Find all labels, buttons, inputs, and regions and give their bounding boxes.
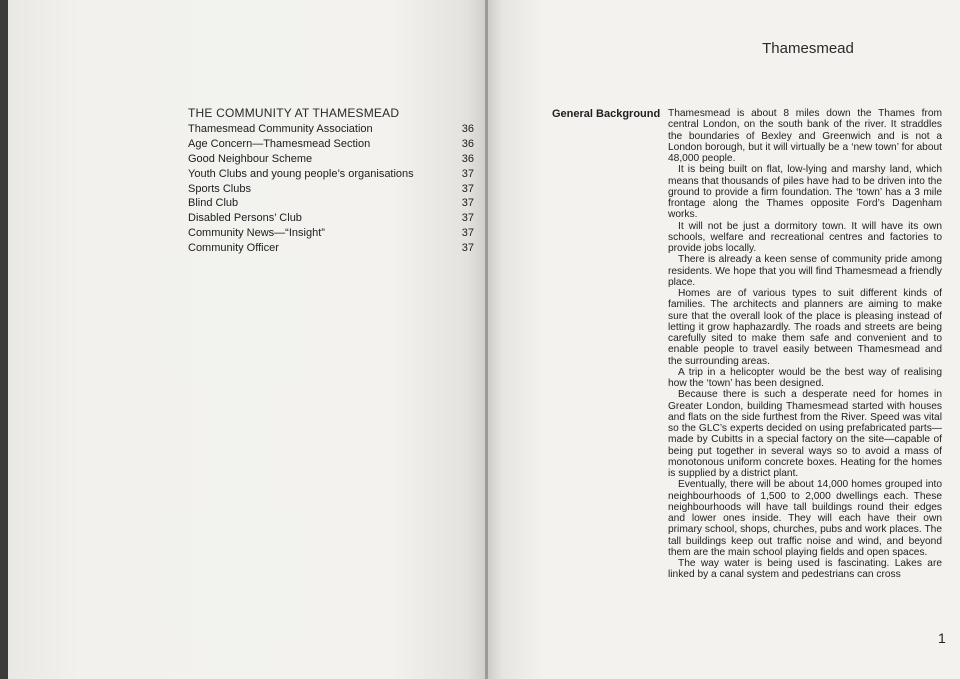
paragraph: Because there is such a desperate need for homes in Greater London, building Thamesmead started with houses and flats on the side furthest from the River. Speed was vital so the GLC’s experts decided on using prefabricated parts—made by Cubitts in a special factory on the site—capable of being put together in several ways so to avoid a mass of monotonous uniform concrete boxes. Heating for the homes is supplied by a district plant.: [668, 389, 942, 479]
paragraph: The way water is being used is fascinating. Lakes are linked by a canal system and pedestrians can cross: [668, 558, 942, 581]
book-edge: [0, 0, 8, 679]
toc-entry: [188, 196, 474, 211]
toc-entry: [188, 182, 474, 197]
toc-section-title: THE COMMUNITY AT THAMESMEAD: [188, 106, 400, 120]
toc-entry-page: 37: [461, 242, 474, 255]
toc-entry-page: 36: [461, 137, 474, 150]
toc-entry: [188, 226, 474, 241]
toc-entry-label: Blind Club: [188, 197, 239, 210]
toc-entry-label: Thamesmead Community Association: [188, 123, 373, 135]
paragraph: It will not be just a dormitory town. It will have its own schools, welfare and recreational centres and factories to provide jobs locally.: [668, 220, 942, 254]
toc-entry: [188, 167, 474, 182]
left-page: [8, 0, 486, 679]
toc-entry: [188, 152, 474, 167]
toc-entry: [188, 137, 474, 152]
toc-entry-label: Good Neighbour Scheme: [188, 152, 313, 165]
toc-entry-page: 37: [461, 212, 474, 225]
paragraph: Eventually, there will be about 14,000 homes grouped into neighbourhoods of 1,500 to 2,000 dwellings each. These neighbourhoods will have tall buildings round their edges and lower ones inside. They will each have their own primary school, shops, churches, pubs and work places. The tall buildings keep out traffic noise and wind, and beyond them are the main school playing fields and open spaces.: [668, 479, 942, 558]
paragraph: Homes are of various types to suit different kinds of families. The architects and planners are aiming to make sure that the overall look of the place is pleasing instead of letting it grow haphazardly. The roads and streets are being carefully sited to make them safe and convenient and to enable people to travel easily between Thamesmead and the surrounding areas.: [668, 288, 942, 367]
toc-entry-page: 37: [461, 182, 474, 195]
toc-entry: [188, 122, 474, 137]
toc-entry-label: Age Concern—Thamesmead Section: [188, 137, 371, 150]
page-title: Thamesmead: [762, 40, 854, 57]
toc-entry-label: Sports Clubs: [188, 182, 251, 195]
page-number: 1: [938, 630, 946, 646]
toc-entry-page: 36: [461, 152, 474, 165]
toc-entry-label: Community News—“Insight”: [188, 227, 325, 240]
toc-entry-page: 37: [461, 167, 474, 180]
paragraph: There is already a keen sense of community pride among residents. We hope that you will find Thamesmead a friendly place.: [668, 254, 942, 288]
body-text: [668, 108, 942, 581]
right-page: [488, 0, 960, 679]
toc-entry-label: Community Officer: [188, 242, 279, 255]
toc-entry: [188, 241, 474, 256]
toc-list: [188, 122, 474, 256]
paragraph: It is being built on flat, low-lying and marshy land, which means that thousands of piles have had to be driven into the ground to provide a firm foundation. The ‘town’ has a 3 mile frontage along the Thames opposite Ford’s Dagenham works.: [668, 164, 942, 221]
paragraph: A trip in a helicopter would be the best way of realising how the ‘town’ has been designed.: [668, 366, 942, 389]
toc-entry-label: Youth Clubs and young people’s organisations: [188, 167, 414, 180]
toc-entry: [188, 211, 474, 226]
toc-entry-page: 36: [461, 123, 474, 135]
toc-entry-page: 37: [461, 197, 474, 210]
paragraph: Thamesmead is about 8 miles down the Thames from central London, on the south bank of the river. It straddles the boundaries of Bexley and Greenwich and is not a London borough, but it will virtually be a ‘new town’ for about 48,000 people.: [668, 108, 942, 164]
toc-entry-label: Disabled Persons’ Club: [188, 212, 302, 225]
toc-entry-page: 37: [461, 227, 474, 240]
section-side-heading: General Background: [552, 108, 661, 120]
